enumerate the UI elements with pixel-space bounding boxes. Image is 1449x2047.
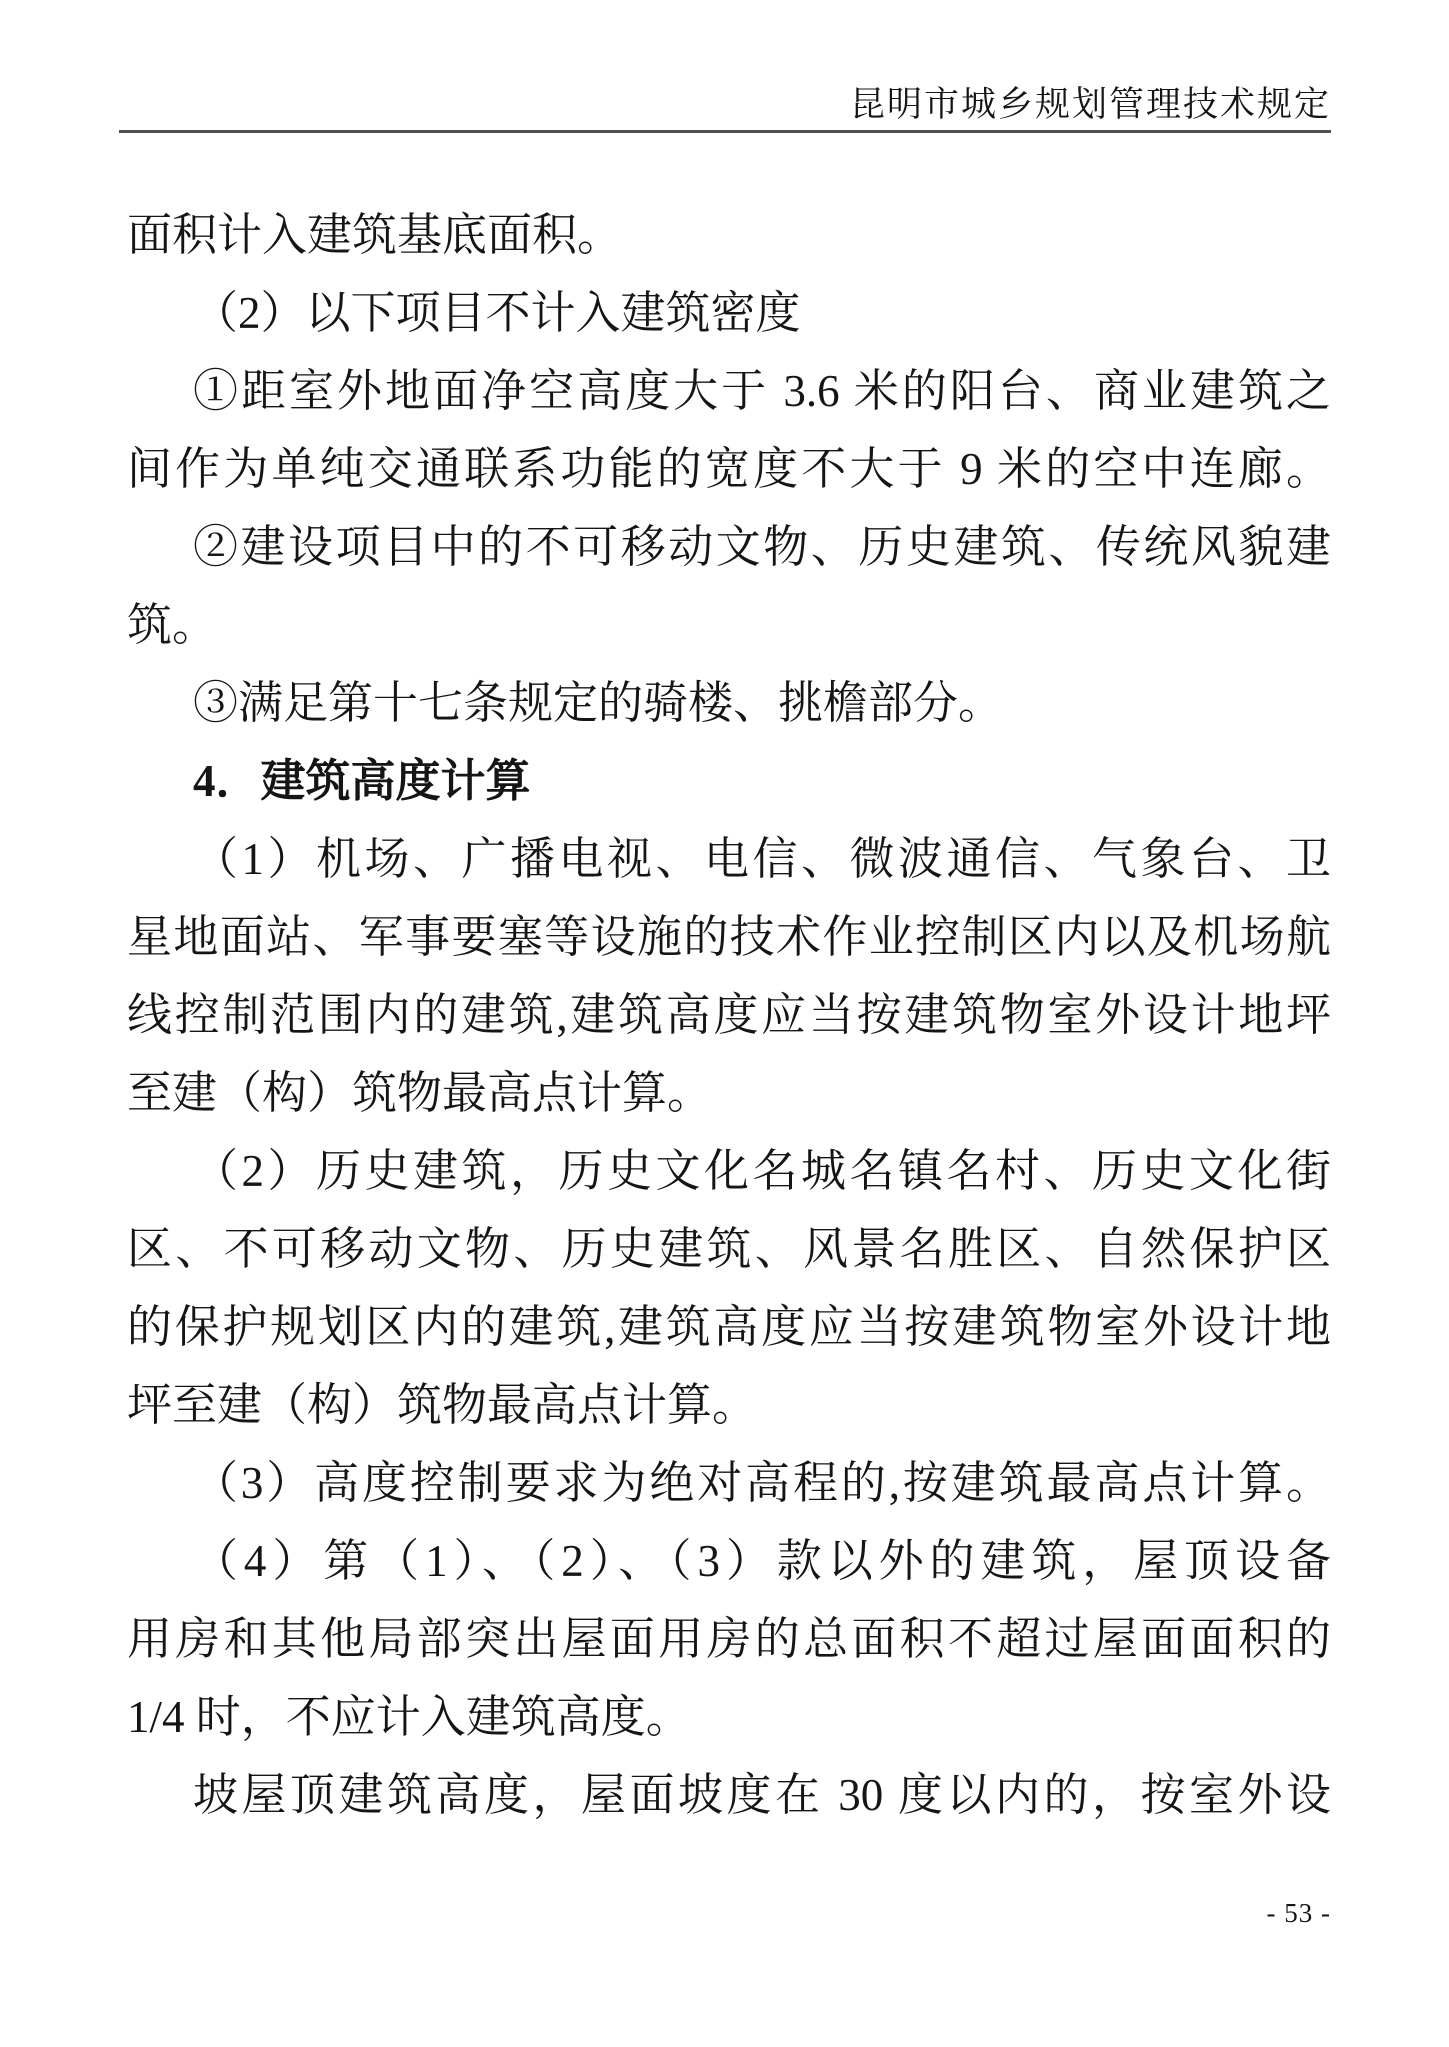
body-line: 间作为单纯交通联系功能的宽度不大于 9 米的空中连廊。 <box>127 444 1331 494</box>
body-line: （4）第（1）、（2）、（3）款以外的建筑，屋顶设备 <box>193 1536 1331 1586</box>
document-header-title: 昆明市城乡规划管理技术规定 <box>849 85 1331 124</box>
body-line: ②建设项目中的不可移动文物、历史建筑、传统风貌建 <box>193 522 1331 572</box>
body-line: ①距室外地面净空高度大于 3.6 米的阳台、商业建筑之 <box>193 366 1331 416</box>
section-heading: 4．建筑高度计算 <box>193 756 531 806</box>
body-line: 用房和其他局部突出屋面用房的总面积不超过屋面面积的 <box>127 1614 1331 1664</box>
page-number: - 53 - <box>1266 1898 1331 1928</box>
body-line: （3）高度控制要求为绝对高程的,按建筑最高点计算。 <box>193 1458 1331 1508</box>
body-line: 线控制范围内的建筑,建筑高度应当按建筑物室外设计地坪 <box>127 990 1331 1040</box>
body-line: ③满足第十七条规定的骑楼、挑檐部分。 <box>193 678 1004 728</box>
body-line: 1/4 时，不应计入建筑高度。 <box>127 1692 691 1742</box>
body-line: 面积计入建筑基底面积。 <box>127 210 623 260</box>
body-line: 筑。 <box>127 600 218 650</box>
body-line: 至建（构）筑物最高点计算。 <box>127 1068 713 1118</box>
page-header <box>119 84 1331 133</box>
body-line: 坡屋顶建筑高度，屋面坡度在 30 度以内的，按室外设 <box>193 1770 1331 1820</box>
body-line: （2）历史建筑，历史文化名城名镇名村、历史文化街 <box>193 1146 1331 1196</box>
body-line: 区、不可移动文物、历史建筑、风景名胜区、自然保护区 <box>127 1224 1331 1274</box>
body-line: （2）以下项目不计入建筑密度 <box>193 288 801 338</box>
body-line: 坪至建（构）筑物最高点计算。 <box>127 1380 758 1430</box>
document-body <box>127 196 1331 1834</box>
body-line: （1）机场、广播电视、电信、微波通信、气象台、卫 <box>193 834 1331 884</box>
body-line: 的保护规划区内的建筑,建筑高度应当按建筑物室外设计地 <box>127 1302 1331 1352</box>
body-line: 星地面站、军事要塞等设施的技术作业控制区内以及机场航 <box>127 912 1331 962</box>
